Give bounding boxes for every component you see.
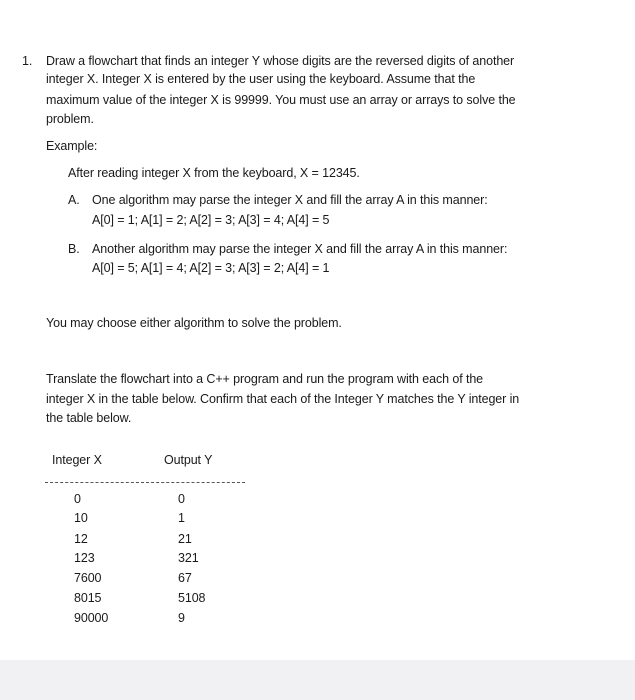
table-cell-x: 8015 bbox=[74, 591, 102, 605]
footer-band bbox=[0, 660, 635, 700]
example-label: Example: bbox=[46, 139, 98, 153]
table-cell-x: 123 bbox=[74, 551, 95, 565]
table-cell-y: 1 bbox=[178, 511, 185, 525]
option-b-marker: B. bbox=[68, 242, 80, 256]
question-line-4: problem. bbox=[46, 112, 94, 126]
option-a-text: One algorithm may parse the integer X and fill the array A in this manner: bbox=[92, 193, 488, 207]
table-cell-y: 67 bbox=[178, 571, 192, 585]
table-cell-y: 21 bbox=[178, 532, 192, 546]
table-cell-x: 7600 bbox=[74, 571, 102, 585]
table-cell-y: 0 bbox=[178, 492, 185, 506]
table-cell-x: 10 bbox=[74, 511, 88, 525]
table-divider bbox=[45, 482, 245, 483]
question-line-1: Draw a flowchart that finds an integer Y whose digits are the reversed digits of another bbox=[46, 54, 515, 68]
table-cell-y: 321 bbox=[178, 551, 199, 565]
table-header-output-y: Output Y bbox=[164, 453, 213, 467]
question-number: 1. bbox=[22, 54, 33, 68]
table-cell-y: 9 bbox=[178, 611, 185, 625]
question-line-3: maximum value of the integer X is 99999. You must use an array or arrays to solve the bbox=[46, 93, 516, 107]
translate-line-1: Translate the flowchart into a C++ program and run the program with each of the bbox=[46, 372, 484, 386]
translate-line-3: the table below. bbox=[46, 411, 132, 425]
table-cell-x: 0 bbox=[74, 492, 81, 506]
option-b-text: Another algorithm may parse the integer X and fill the array A in this manner: bbox=[92, 242, 508, 256]
table-header-integer-x: Integer X bbox=[52, 453, 102, 467]
table-cell-x: 12 bbox=[74, 532, 88, 546]
translate-line-2: integer X in the table below. Confirm that each of the Integer Y matches the Y integer in bbox=[46, 392, 520, 406]
table-cell-x: 90000 bbox=[74, 611, 109, 625]
option-a-marker: A. bbox=[68, 193, 80, 207]
option-b-values: A[0] = 5; A[1] = 4; A[2] = 3; A[3] = 2; A[4] = 1 bbox=[92, 261, 330, 275]
example-intro: After reading integer X from the keyboard, X = 12345. bbox=[68, 166, 360, 180]
option-a-values: A[0] = 1; A[1] = 2; A[2] = 3; A[3] = 4; A[4] = 5 bbox=[92, 213, 330, 227]
table-cell-y: 5108 bbox=[178, 591, 206, 605]
question-line-2: integer X. Integer X is entered by the user using the keyboard. Assume that the bbox=[46, 72, 476, 86]
choice-note: You may choose either algorithm to solve the problem. bbox=[46, 316, 342, 330]
